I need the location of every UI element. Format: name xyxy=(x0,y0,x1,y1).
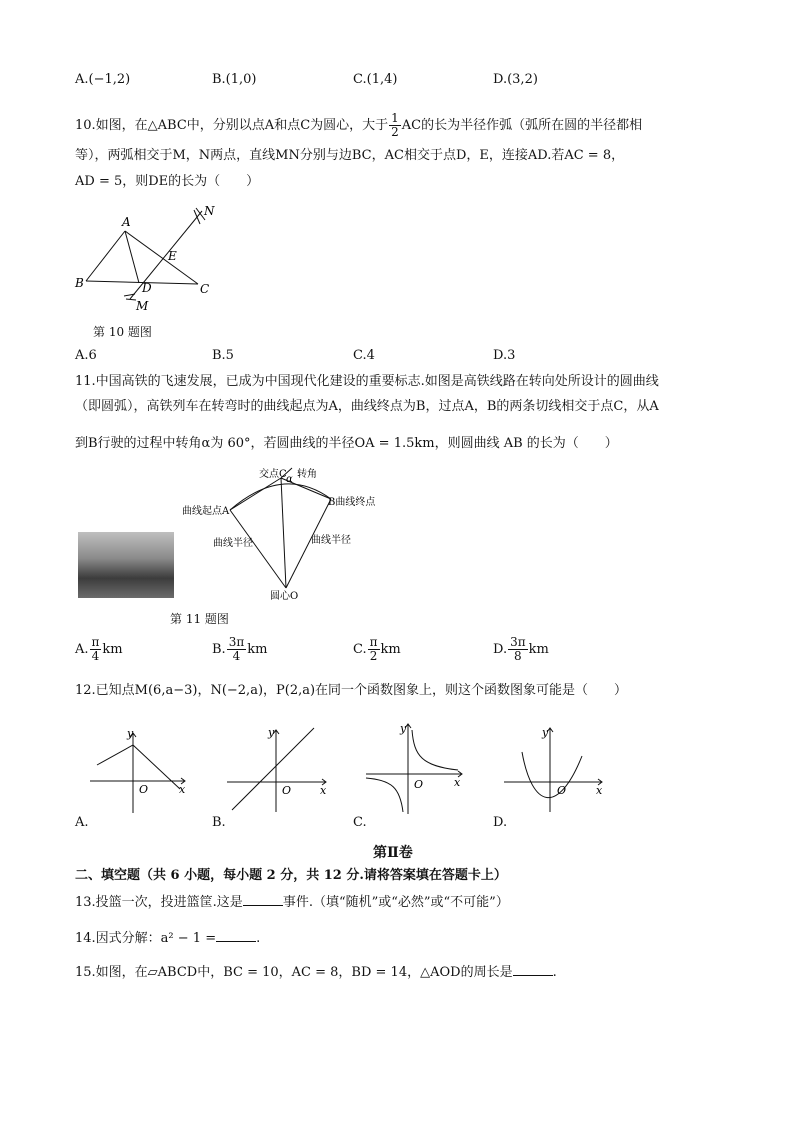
q12-graph-b-curve xyxy=(232,728,314,810)
q10-frac-num: 1 xyxy=(391,111,399,125)
q11-option-c-fraction xyxy=(368,636,380,663)
q13-answer-blank[interactable] xyxy=(243,891,283,906)
q11-option-a-unit: km xyxy=(102,642,123,657)
q11-option-a-fraction xyxy=(90,636,102,663)
q9-option-b: B.(1,0) xyxy=(212,72,257,87)
q11-option-c xyxy=(353,636,401,663)
q11-option-b-den: 4 xyxy=(232,649,241,663)
q12-option-b: B. xyxy=(212,815,226,830)
q11-option-b-unit: km xyxy=(247,642,268,657)
q10-label-n: N xyxy=(204,204,215,218)
q12-graph-b-y-label: y xyxy=(268,726,275,739)
q14 xyxy=(75,927,260,949)
q10-text-post: AC的长为半径作弧（弧所在圆的半径都相 xyxy=(401,118,643,133)
q12-option-a: A. xyxy=(75,815,89,830)
q11-option-b-prefix: B. xyxy=(212,642,226,657)
q12-graph-c-origin: O xyxy=(414,778,424,791)
q11-option-d-prefix: D. xyxy=(493,642,508,657)
q10-option-c: C.4 xyxy=(353,348,375,363)
q11-radius-oa xyxy=(230,510,286,588)
q10-label-a: A xyxy=(122,215,131,229)
q10-line-mn xyxy=(130,211,202,299)
q11-option-c-prefix: C. xyxy=(353,642,367,657)
q12-graph-b-x-label: x xyxy=(320,784,327,797)
q10-segment-ad xyxy=(125,231,139,283)
q15-answer-blank[interactable] xyxy=(513,961,553,976)
q12-graph-a-origin: O xyxy=(139,783,149,796)
q12-graph-d-origin: O xyxy=(557,784,567,797)
q13-text-pre: 13.投篮一次，投进篮筐.这是 xyxy=(75,895,243,910)
q10-stem-line-3: AD = 5，则DE的长为（ ） xyxy=(75,174,260,189)
q15-text-post: . xyxy=(552,965,557,980)
q13-text-post: 事件.（填“随机”或“必然”或“不可能”） xyxy=(282,895,509,910)
q12-graph-c-branch-right xyxy=(412,730,458,770)
q10-option-a: A.6 xyxy=(75,348,97,363)
q11-option-d-num: 3π xyxy=(510,635,526,649)
q11-option-c-den: 2 xyxy=(369,649,378,663)
q10-label-e: E xyxy=(168,249,177,263)
q10-fraction xyxy=(389,112,401,139)
q11-label-radius-right: 曲线半径 xyxy=(311,535,351,546)
q11-label-radius-left: 曲线半径 xyxy=(213,538,253,549)
q12-graph-c xyxy=(362,718,472,816)
q11-figure xyxy=(180,462,390,602)
q9-option-d: D.(3,2) xyxy=(493,72,538,87)
q12-graph-b xyxy=(222,722,337,814)
q10-label-d: D xyxy=(142,281,152,295)
section-heading: 二、填空题（共 6 小题，每小题 2 分，共 12 分.请将答案填在答题卡上） xyxy=(75,868,507,883)
q10-stem-line-2: 等），两弧相交于M，N两点，直线MN分别与边BC，AC相交于点D，E，连接AD.若AC = 8， xyxy=(75,148,625,163)
q12-graph-a-y-label: y xyxy=(127,727,134,740)
q11-label-end: B曲线终点 xyxy=(328,497,376,508)
q11-option-a xyxy=(75,636,123,663)
q10-label-b: B xyxy=(75,276,84,290)
q12-graph-d-curve xyxy=(522,752,582,798)
q10-figure xyxy=(72,200,232,318)
q10-option-d: D.3 xyxy=(493,348,516,363)
q12-option-c: C. xyxy=(353,815,367,830)
q12-graph-c-branch-left xyxy=(366,778,403,812)
q11-option-b-num: 3π xyxy=(228,635,245,649)
q11-segment-co xyxy=(281,478,286,588)
q10-side-ac xyxy=(125,231,198,284)
q9-option-a: A.(−1,2) xyxy=(75,72,131,87)
q11-train-photo xyxy=(78,532,174,598)
q11-option-d-unit: km xyxy=(528,642,549,657)
q15-text-pre: 15.如图，在▱ABCD中，BC = 10，AC = 8，BD = 14，△AOD的周长是 xyxy=(75,965,513,980)
q12-graph-a-x-label: x xyxy=(179,783,186,796)
q11-option-d-den: 8 xyxy=(514,649,522,663)
q11-option-d xyxy=(493,636,549,663)
q15 xyxy=(75,961,557,983)
q14-answer-blank[interactable] xyxy=(216,927,256,942)
q13 xyxy=(75,891,509,913)
q12-graph-c-x-label: x xyxy=(454,776,461,789)
volume-title: 第Ⅱ卷 xyxy=(373,845,413,861)
q10-stem-line-1 xyxy=(75,112,642,139)
q10-arc-mark-m2 xyxy=(126,299,136,300)
q11-label-center: 圆心O xyxy=(270,591,299,602)
q9-option-c: C.(1,4) xyxy=(353,72,398,87)
q11-option-a-num: π xyxy=(91,635,100,649)
q10-frac-den: 2 xyxy=(391,125,399,139)
q11-option-c-unit: km xyxy=(380,642,401,657)
q10-text-pre: 10.如图，在△ABC中，分别以点A和点C为圆心，大于 xyxy=(75,118,389,133)
q11-stem-line-1: 11.中国高铁的飞速发展，已成为中国现代化建设的重要标志.如图是高铁线路在转向处所设计的圆曲线 xyxy=(75,374,659,389)
q12-graph-b-origin: O xyxy=(282,784,292,797)
q12-graph-d xyxy=(500,722,612,814)
q12-option-d: D. xyxy=(493,815,508,830)
q11-curve-arc xyxy=(230,484,331,510)
q11-option-c-num: π xyxy=(369,635,378,649)
q11-option-a-prefix: A. xyxy=(75,642,89,657)
q11-label-alpha: α xyxy=(286,474,293,485)
q12-graph-a xyxy=(85,725,195,815)
q11-option-b xyxy=(212,636,267,663)
q11-stem-line-2: （即圆弧），高铁列车在转弯时的曲线起点为A，曲线终点为B，过点A，B的两条切线相交于点C，从A xyxy=(75,399,659,414)
q12-graph-d-x-label: x xyxy=(596,784,603,797)
q10-side-ab xyxy=(86,231,125,281)
q10-label-m: M xyxy=(136,299,149,313)
q11-label-intersection: 交点C xyxy=(259,469,287,480)
q11-option-b-fraction xyxy=(227,636,247,663)
q10-option-b: B.5 xyxy=(212,348,234,363)
q10-label-c: C xyxy=(200,282,210,296)
q12-graph-c-y-label: y xyxy=(400,722,407,735)
q12-graph-d-y-label: y xyxy=(542,726,549,739)
q11-stem-line-3: 到B行驶的过程中转角α为 60°，若圆曲线的半径OA = 1.5km，则圆曲线 AB 的长为（ ） xyxy=(75,436,618,451)
q11-caption: 第 11 题图 xyxy=(170,612,229,626)
q14-text-pre: 14.因式分解：a² − 1 = xyxy=(75,931,217,946)
q14-text-post: . xyxy=(256,931,261,946)
q11-option-a-den: 4 xyxy=(91,649,100,663)
q10-caption: 第 10 题图 xyxy=(93,325,152,339)
q11-option-d-fraction xyxy=(508,636,528,663)
q11-label-start: 曲线起点A xyxy=(182,506,230,517)
q11-tangent-ac xyxy=(230,478,281,510)
q11-label-turn: 转角 xyxy=(297,469,317,480)
q12-stem: 12.已知点M(6,a−3)，N(−2,a)，P(2,a)在同一个函数图象上，则这个函数图象可能是（ ） xyxy=(75,683,628,698)
